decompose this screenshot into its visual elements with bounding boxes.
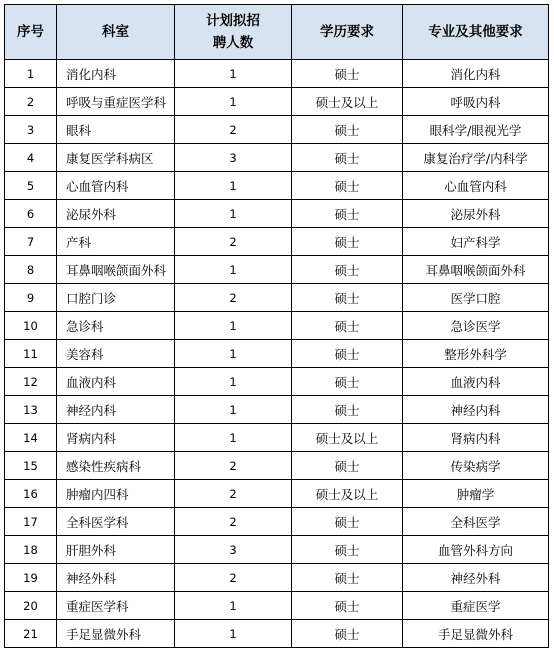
table-row [5,564,549,592]
table-row [5,536,549,564]
cell-dept: 血液内科 [57,368,175,396]
cell-major: 呼吸内科 [403,88,549,116]
table-row [5,116,549,144]
table-row [5,592,549,620]
cell-count: 3 [175,536,292,564]
header-plan-line1: 计划拟招 [206,13,260,29]
cell-dept: 心血管内科 [57,172,175,200]
table-row [5,480,549,508]
cell-count: 2 [175,284,292,312]
cell-count: 2 [175,508,292,536]
cell-edu: 硕士及以上 [292,480,403,508]
cell-count: 1 [175,256,292,284]
cell-no: 11 [5,340,57,368]
cell-no: 14 [5,424,57,452]
cell-count: 1 [175,88,292,116]
cell-no: 4 [5,144,57,172]
cell-count: 1 [175,396,292,424]
cell-major: 急诊医学 [403,312,549,340]
cell-edu: 硕士 [292,564,403,592]
cell-no: 13 [5,396,57,424]
cell-no: 6 [5,200,57,228]
cell-edu: 硕士 [292,116,403,144]
cell-edu: 硕士 [292,312,403,340]
header-no: 序号 [5,5,57,60]
table-row [5,144,549,172]
cell-edu: 硕士 [292,592,403,620]
cell-major: 重症医学 [403,592,549,620]
cell-no: 3 [5,116,57,144]
cell-no: 20 [5,592,57,620]
cell-dept: 全科医学科 [57,508,175,536]
cell-major: 医学口腔 [403,284,549,312]
table-row [5,620,549,648]
cell-no: 7 [5,228,57,256]
cell-dept: 手足显微外科 [57,620,175,648]
cell-count: 1 [175,340,292,368]
cell-edu: 硕士 [292,284,403,312]
header-dept: 科室 [57,5,175,60]
cell-dept: 重症医学科 [57,592,175,620]
table-row [5,396,549,424]
cell-edu: 硕士 [292,172,403,200]
cell-no: 16 [5,480,57,508]
cell-count: 1 [175,60,292,88]
cell-count: 1 [175,172,292,200]
table-row [5,256,549,284]
table-row [5,508,549,536]
table-body [5,60,549,648]
cell-edu: 硕士 [292,228,403,256]
cell-major: 整形外科学 [403,340,549,368]
cell-dept: 耳鼻咽喉颌面外科 [57,256,175,284]
cell-dept: 呼吸与重症医学科 [57,88,175,116]
cell-major: 手足显微外科 [403,620,549,648]
header-row [5,5,549,60]
cell-major: 神经内科 [403,396,549,424]
cell-dept: 眼科 [57,116,175,144]
cell-count: 1 [175,620,292,648]
table-row [5,200,549,228]
cell-dept: 肿瘤内四科 [57,480,175,508]
cell-major: 耳鼻咽喉颌面外科 [403,256,549,284]
cell-major: 血管外科方向 [403,536,549,564]
header-major: 专业及其他要求 [403,5,549,60]
cell-major: 妇产科学 [403,228,549,256]
cell-count: 1 [175,200,292,228]
cell-dept: 口腔门诊 [57,284,175,312]
cell-edu: 硕士 [292,396,403,424]
cell-major: 泌尿外科 [403,200,549,228]
cell-major: 眼科学/眼视光学 [403,116,549,144]
cell-dept: 肾病内科 [57,424,175,452]
cell-edu: 硕士及以上 [292,88,403,116]
cell-count: 2 [175,480,292,508]
cell-no: 15 [5,452,57,480]
cell-dept: 肝胆外科 [57,536,175,564]
cell-no: 12 [5,368,57,396]
table-row [5,88,549,116]
cell-major: 消化内科 [403,60,549,88]
cell-no: 1 [5,60,57,88]
cell-dept: 康复医学科病区 [57,144,175,172]
cell-count: 2 [175,116,292,144]
cell-major: 肿瘤学 [403,480,549,508]
cell-count: 1 [175,312,292,340]
table-row [5,228,549,256]
cell-dept: 美容科 [57,340,175,368]
cell-dept: 神经内科 [57,396,175,424]
cell-edu: 硕士 [292,508,403,536]
cell-edu: 硕士 [292,144,403,172]
cell-edu: 硕士 [292,452,403,480]
cell-no: 19 [5,564,57,592]
cell-count: 1 [175,368,292,396]
cell-dept: 神经外科 [57,564,175,592]
cell-edu: 硕士 [292,620,403,648]
cell-count: 2 [175,228,292,256]
recruitment-table [4,4,549,648]
cell-count: 2 [175,564,292,592]
cell-no: 9 [5,284,57,312]
cell-no: 8 [5,256,57,284]
table-row [5,312,549,340]
cell-edu: 硕士及以上 [292,424,403,452]
cell-count: 3 [175,144,292,172]
table-row [5,424,549,452]
header-edu: 学历要求 [292,5,403,60]
cell-edu: 硕士 [292,200,403,228]
cell-edu: 硕士 [292,536,403,564]
cell-dept: 感染性疾病科 [57,452,175,480]
cell-no: 17 [5,508,57,536]
cell-dept: 产科 [57,228,175,256]
table-row [5,368,549,396]
cell-major: 传染病学 [403,452,549,480]
cell-major: 全科医学 [403,508,549,536]
cell-no: 18 [5,536,57,564]
cell-edu: 硕士 [292,368,403,396]
cell-major: 神经外科 [403,564,549,592]
cell-dept: 消化内科 [57,60,175,88]
cell-no: 2 [5,88,57,116]
cell-edu: 硕士 [292,60,403,88]
cell-major: 血液内科 [403,368,549,396]
table-row [5,340,549,368]
cell-count: 1 [175,592,292,620]
cell-no: 5 [5,172,57,200]
header-plan-line2: 聘人数 [212,35,254,51]
cell-dept: 急诊科 [57,312,175,340]
table-header [5,5,549,60]
header-plan-count [175,5,292,60]
cell-edu: 硕士 [292,256,403,284]
cell-count: 2 [175,452,292,480]
cell-no: 10 [5,312,57,340]
table-row [5,452,549,480]
table-row [5,172,549,200]
table-row [5,284,549,312]
table-row [5,60,549,88]
cell-dept: 泌尿外科 [57,200,175,228]
cell-major: 心血管内科 [403,172,549,200]
cell-major: 康复治疗学/内科学 [403,144,549,172]
cell-major: 肾病内科 [403,424,549,452]
cell-no: 21 [5,620,57,648]
cell-edu: 硕士 [292,340,403,368]
cell-count: 1 [175,424,292,452]
